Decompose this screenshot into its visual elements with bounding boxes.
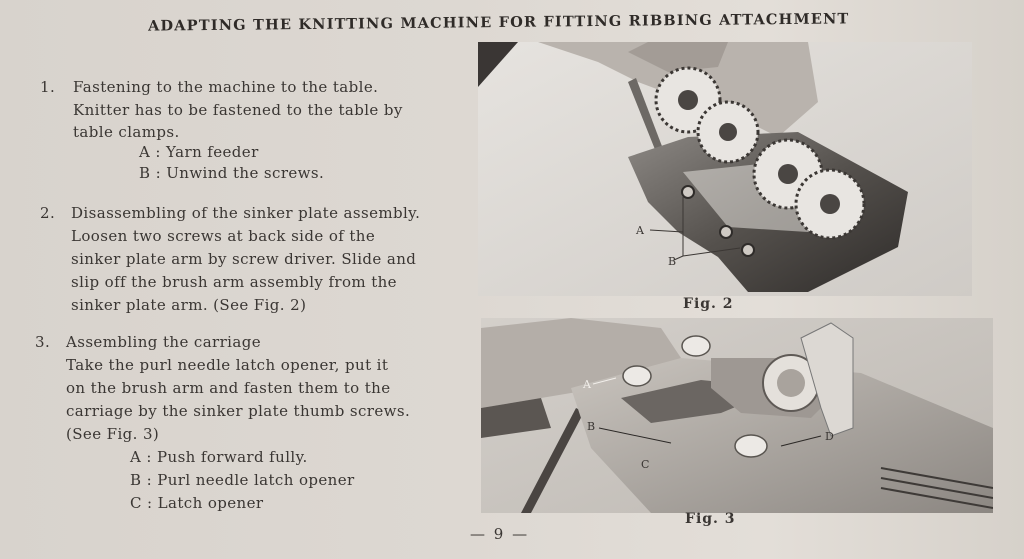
step-subitem: B : Purl needle latch opener bbox=[130, 471, 355, 489]
step-number: 2. bbox=[40, 204, 56, 222]
step-subitem: A : Yarn feeder bbox=[139, 143, 259, 161]
step-text-line: on the brush arm and fasten them to the bbox=[66, 379, 391, 397]
figure-3-caption: Fig. 3 bbox=[685, 511, 736, 527]
step-text-line: Fastening to the machine to the table. bbox=[73, 78, 379, 96]
step-text-line: carriage by the sinker plate thumb screws. bbox=[66, 402, 411, 420]
step-text-line: Assembling the carriage bbox=[66, 333, 261, 351]
step-number: 3. bbox=[35, 333, 51, 351]
figure-3-photo bbox=[481, 318, 993, 513]
step-subitem: B : Unwind the screws. bbox=[139, 164, 325, 182]
step-text-line: sinker plate arm by screw driver. Slide and bbox=[71, 250, 417, 268]
step-text-line: sinker plate arm. (See Fig. 2) bbox=[71, 296, 307, 314]
sinker-plate-illustration bbox=[478, 42, 972, 296]
page-number: — 9 — bbox=[470, 525, 530, 543]
figure-label-a: A bbox=[636, 224, 644, 237]
figure-2-caption: Fig. 2 bbox=[683, 296, 734, 312]
figure-label-a: A bbox=[583, 378, 591, 391]
step-text-line: table clamps. bbox=[73, 123, 180, 141]
carriage-assembly-illustration bbox=[481, 318, 993, 513]
step-text-line: Disassembling of the sinker plate assembly. bbox=[71, 204, 421, 222]
step-text-line: Loosen two screws at back side of the bbox=[71, 227, 376, 245]
step-subitem: C : Latch opener bbox=[130, 494, 264, 512]
step-text-line: (See Fig. 3) bbox=[66, 425, 160, 443]
figure-label-b: B bbox=[668, 255, 677, 268]
figure-label-d: D bbox=[825, 430, 834, 443]
step-text-line: slip off the brush arm assembly from the bbox=[71, 273, 397, 291]
step-text-line: Take the purl needle latch opener, put it bbox=[66, 356, 389, 374]
figure-label-c: C bbox=[641, 458, 650, 471]
page-title: ADAPTING THE KNITTING MACHINE FOR FITTING RIBBING ATTACHMENT bbox=[147, 10, 850, 35]
figure-label-b: B bbox=[587, 420, 596, 433]
step-subitem: A : Push forward fully. bbox=[130, 448, 308, 466]
step-text-line: Knitter has to be fastened to the table by bbox=[73, 101, 403, 119]
step-number: 1. bbox=[40, 78, 56, 96]
figure-2-photo bbox=[478, 42, 972, 296]
